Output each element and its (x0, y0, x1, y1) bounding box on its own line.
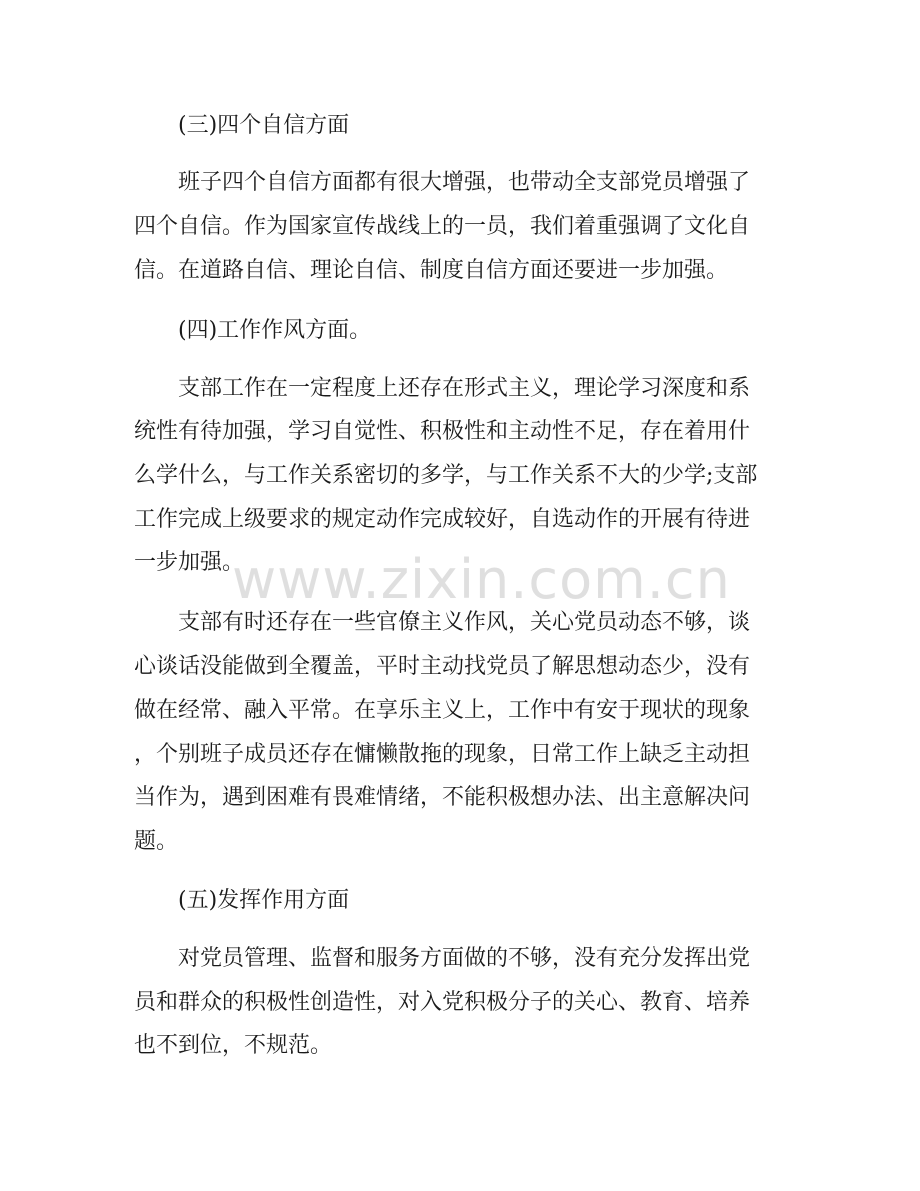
section-heading: (五)发挥作用方面 (178, 888, 350, 913)
section-heading: (三)四个自信方面 (178, 113, 350, 138)
paragraph-line: 一步加强。 (134, 550, 245, 575)
watermark: www.zixin.com.cn (232, 548, 731, 611)
paragraph-line: 做在经常、融入平常。在享乐主义上，工作中有安于现状的现象 (134, 698, 751, 723)
paragraph-line: 员和群众的积极性创造性，对入党积极分子的关心、教育、培养 (134, 990, 751, 1015)
paragraph-line: 班子四个自信方面都有很大增强，也带动全支部党员增强了 (178, 170, 751, 195)
paragraph-line: 心谈话没能做到全覆盖，平时主动找党员了解思想动态少，没有 (134, 654, 751, 679)
paragraph-line: 么学什么，与工作关系密切的多学，与工作关系不大的少学;支部 (134, 463, 758, 488)
paragraph-line: ，个别班子成员还存在慵懒散拖的现象，日常工作上缺乏主动担 (134, 742, 751, 767)
paragraph-line: 对党员管理、监督和服务方面做的不够，没有充分发挥出党 (178, 946, 751, 971)
paragraph-line: 题。 (134, 829, 179, 854)
section-heading: (四)工作作风方面。 (178, 318, 372, 343)
paragraph-line: 支部工作在一定程度上还存在形式主义，理论学习深度和系 (178, 376, 751, 401)
paragraph-line: 当作为，遇到困难有畏难情绪，不能积极想办法、出主意解决问 (134, 785, 751, 810)
paragraph-line: 也不到位，不规范。 (134, 1033, 333, 1058)
paragraph-line: 工作完成上级要求的规定动作完成较好，自选动作的开展有待进 (134, 507, 751, 532)
paragraph-line: 四个自信。作为国家宣传战线上的一员，我们着重强调了文化自 (134, 214, 751, 239)
paragraph-line: 统性有待加强，学习自觉性、积极性和主动性不足，存在着用什 (134, 419, 751, 444)
paragraph-line: 支部有时还存在一些官僚主义作风，关心党员动态不够，谈 (178, 610, 751, 635)
paragraph-line: 信。在道路自信、理论自信、制度自信方面还要进一步加强。 (134, 258, 729, 283)
